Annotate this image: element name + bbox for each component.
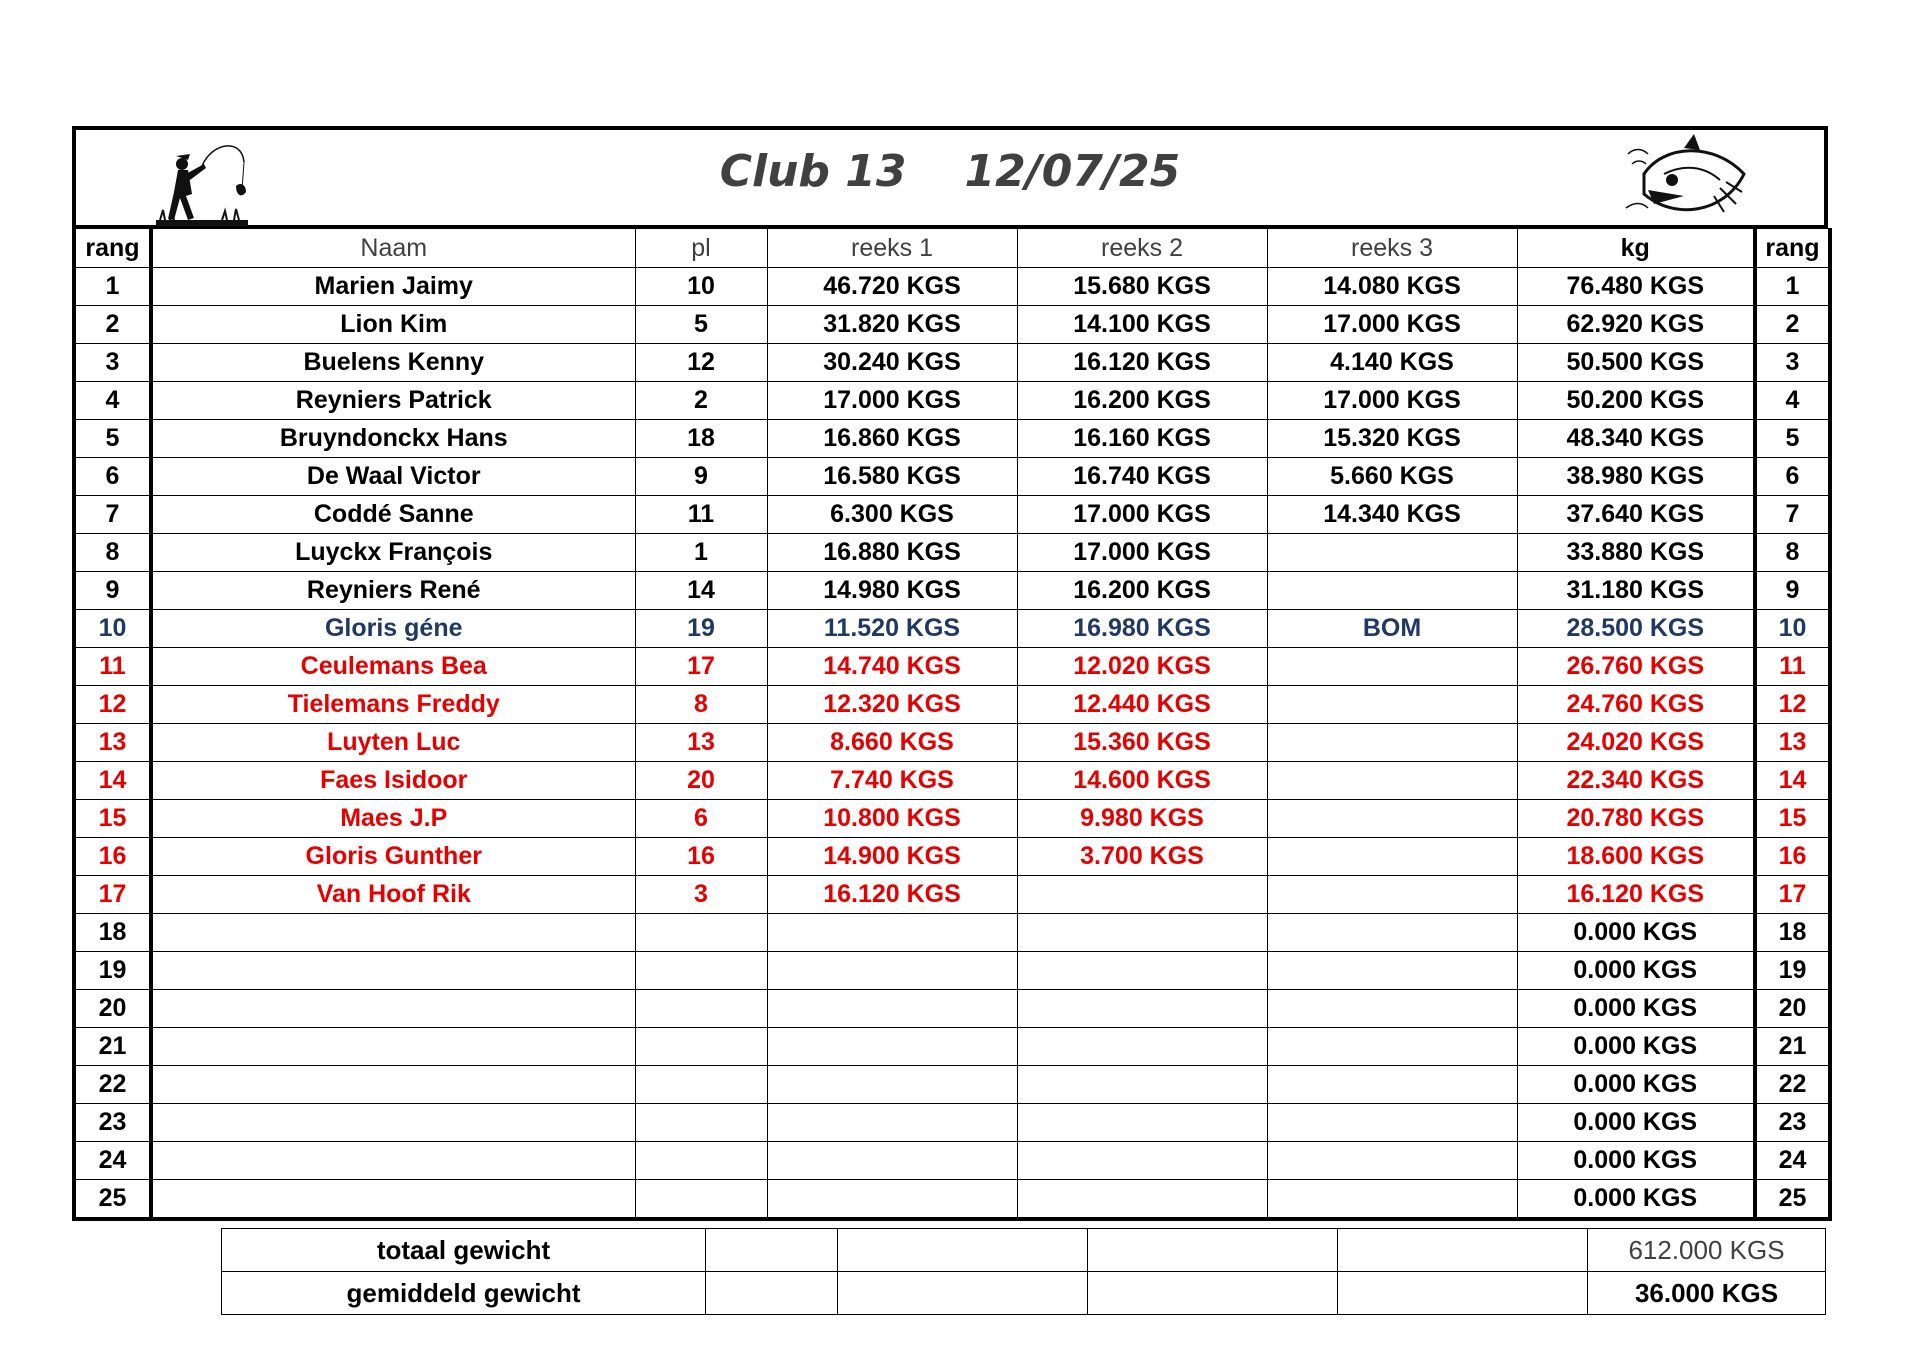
cell-reeks1: 14.980 KGS bbox=[767, 572, 1017, 610]
table-row bbox=[74, 1180, 1830, 1220]
cell-pl: 16 bbox=[635, 838, 767, 876]
cell-reeks1: 14.740 KGS bbox=[767, 648, 1017, 686]
cell-kg: 0.000 KGS bbox=[1517, 1180, 1755, 1220]
cell-rang-left: 18 bbox=[74, 914, 151, 952]
cell-reeks1: 46.720 KGS bbox=[767, 268, 1017, 306]
cell-reeks2 bbox=[1017, 1180, 1267, 1220]
cell-rang-right: 20 bbox=[1755, 990, 1830, 1028]
cell-reeks3 bbox=[1267, 572, 1517, 610]
cell-pl: 3 bbox=[635, 876, 767, 914]
header-rang-right: rang bbox=[1755, 229, 1830, 268]
cell-reeks1 bbox=[767, 914, 1017, 952]
cell-naam bbox=[151, 1028, 635, 1066]
cell-rang-right: 24 bbox=[1755, 1142, 1830, 1180]
cell-kg: 28.500 KGS bbox=[1517, 610, 1755, 648]
cell-rang-left: 1 bbox=[74, 268, 151, 306]
cell-kg: 22.340 KGS bbox=[1517, 762, 1755, 800]
cell-reeks1 bbox=[767, 1028, 1017, 1066]
cell-reeks3 bbox=[1267, 534, 1517, 572]
cell-reeks2: 16.200 KGS bbox=[1017, 572, 1267, 610]
cell-naam bbox=[151, 952, 635, 990]
cell-kg: 24.760 KGS bbox=[1517, 686, 1755, 724]
cell-reeks1: 6.300 KGS bbox=[767, 496, 1017, 534]
cell-naam: Luyckx François bbox=[151, 534, 635, 572]
cell-pl bbox=[635, 1180, 767, 1220]
table-row bbox=[74, 420, 1830, 458]
cell-reeks1: 8.660 KGS bbox=[767, 724, 1017, 762]
cell-reeks3: 4.140 KGS bbox=[1267, 344, 1517, 382]
cell-pl: 18 bbox=[635, 420, 767, 458]
cell-rang-left: 23 bbox=[74, 1104, 151, 1142]
cell-reeks2: 16.980 KGS bbox=[1017, 610, 1267, 648]
cell-pl: 12 bbox=[635, 344, 767, 382]
cell-reeks2: 16.200 KGS bbox=[1017, 382, 1267, 420]
table-row bbox=[74, 990, 1830, 1028]
cell-kg: 31.180 KGS bbox=[1517, 572, 1755, 610]
cell-rang-left: 15 bbox=[74, 800, 151, 838]
cell-reeks2: 15.680 KGS bbox=[1017, 268, 1267, 306]
cell-naam: Reyniers Patrick bbox=[151, 382, 635, 420]
summary-table bbox=[221, 1228, 1826, 1315]
cell-reeks1: 16.860 KGS bbox=[767, 420, 1017, 458]
total-row bbox=[222, 1229, 1826, 1272]
cell-rang-right: 10 bbox=[1755, 610, 1830, 648]
cell-reeks1: 11.520 KGS bbox=[767, 610, 1017, 648]
cell-pl bbox=[635, 1104, 767, 1142]
results-table bbox=[72, 228, 1832, 1221]
cell-rang-left: 17 bbox=[74, 876, 151, 914]
cell-kg: 0.000 KGS bbox=[1517, 914, 1755, 952]
cell-rang-right: 2 bbox=[1755, 306, 1830, 344]
cell-pl bbox=[635, 1066, 767, 1104]
table-row bbox=[74, 1142, 1830, 1180]
cell-kg: 0.000 KGS bbox=[1517, 1028, 1755, 1066]
cell-kg: 50.500 KGS bbox=[1517, 344, 1755, 382]
cell-reeks3 bbox=[1267, 1104, 1517, 1142]
table-row bbox=[74, 1104, 1830, 1142]
results-sheet bbox=[72, 126, 1828, 1308]
header-pl: pl bbox=[635, 229, 767, 268]
cell-rang-left: 6 bbox=[74, 458, 151, 496]
cell-rang-left: 11 bbox=[74, 648, 151, 686]
cell-reeks3 bbox=[1267, 648, 1517, 686]
cell-reeks1: 16.120 KGS bbox=[767, 876, 1017, 914]
cell-rang-right: 4 bbox=[1755, 382, 1830, 420]
average-row bbox=[222, 1272, 1826, 1315]
page-title bbox=[76, 146, 1824, 197]
cell-reeks1: 16.880 KGS bbox=[767, 534, 1017, 572]
cell-rang-right: 13 bbox=[1755, 724, 1830, 762]
table-row bbox=[74, 724, 1830, 762]
cell-reeks1: 31.820 KGS bbox=[767, 306, 1017, 344]
header-reeks2: reeks 2 bbox=[1017, 229, 1267, 268]
cell-reeks3 bbox=[1267, 1066, 1517, 1104]
cell-kg: 0.000 KGS bbox=[1517, 990, 1755, 1028]
cell-reeks3: BOM bbox=[1267, 610, 1517, 648]
cell-rang-left: 10 bbox=[74, 610, 151, 648]
cell-pl: 13 bbox=[635, 724, 767, 762]
cell-reeks1: 14.900 KGS bbox=[767, 838, 1017, 876]
cell-rang-left: 24 bbox=[74, 1142, 151, 1180]
cell-reeks2: 12.440 KGS bbox=[1017, 686, 1267, 724]
cell-rang-right: 25 bbox=[1755, 1180, 1830, 1220]
table-row bbox=[74, 1028, 1830, 1066]
cell-rang-left: 16 bbox=[74, 838, 151, 876]
cell-naam: Van Hoof Rik bbox=[151, 876, 635, 914]
cell-pl: 20 bbox=[635, 762, 767, 800]
cell-rang-right: 17 bbox=[1755, 876, 1830, 914]
cell-reeks2 bbox=[1017, 1142, 1267, 1180]
cell-reeks2: 16.740 KGS bbox=[1017, 458, 1267, 496]
match-date: 12/07/25 bbox=[964, 146, 1181, 197]
table-row bbox=[74, 572, 1830, 610]
cell-rang-left: 22 bbox=[74, 1066, 151, 1104]
header-kg: kg bbox=[1517, 229, 1755, 268]
cell-rang-right: 15 bbox=[1755, 800, 1830, 838]
cell-naam: Faes Isidoor bbox=[151, 762, 635, 800]
cell-reeks2 bbox=[1017, 1104, 1267, 1142]
table-row bbox=[74, 876, 1830, 914]
cell-rang-left: 20 bbox=[74, 990, 151, 1028]
table-row bbox=[74, 306, 1830, 344]
cell-reeks2 bbox=[1017, 914, 1267, 952]
cell-reeks2 bbox=[1017, 990, 1267, 1028]
cell-pl: 9 bbox=[635, 458, 767, 496]
cell-reeks1 bbox=[767, 990, 1017, 1028]
header-rang-left: rang bbox=[74, 229, 151, 268]
cell-naam bbox=[151, 1066, 635, 1104]
cell-reeks1 bbox=[767, 1180, 1017, 1220]
cell-rang-right: 7 bbox=[1755, 496, 1830, 534]
cell-reeks2: 12.020 KGS bbox=[1017, 648, 1267, 686]
cell-rang-left: 14 bbox=[74, 762, 151, 800]
cell-rang-left: 5 bbox=[74, 420, 151, 458]
cell-rang-right: 3 bbox=[1755, 344, 1830, 382]
cell-reeks2: 9.980 KGS bbox=[1017, 800, 1267, 838]
header-reeks3: reeks 3 bbox=[1267, 229, 1517, 268]
table-row bbox=[74, 610, 1830, 648]
table-row bbox=[74, 344, 1830, 382]
cell-rang-left: 12 bbox=[74, 686, 151, 724]
cell-rang-right: 14 bbox=[1755, 762, 1830, 800]
cell-rang-right: 6 bbox=[1755, 458, 1830, 496]
cell-reeks3: 15.320 KGS bbox=[1267, 420, 1517, 458]
cell-kg: 33.880 KGS bbox=[1517, 534, 1755, 572]
table-row bbox=[74, 458, 1830, 496]
cell-reeks2 bbox=[1017, 1066, 1267, 1104]
average-label: gemiddeld gewicht bbox=[222, 1272, 706, 1315]
cell-reeks1 bbox=[767, 1104, 1017, 1142]
cell-pl bbox=[635, 914, 767, 952]
cell-reeks2: 16.160 KGS bbox=[1017, 420, 1267, 458]
cell-reeks1 bbox=[767, 1066, 1017, 1104]
cell-naam: Gloris Gunther bbox=[151, 838, 635, 876]
cell-naam: De Waal Victor bbox=[151, 458, 635, 496]
cell-rang-right: 23 bbox=[1755, 1104, 1830, 1142]
cell-reeks3: 14.340 KGS bbox=[1267, 496, 1517, 534]
cell-reeks3 bbox=[1267, 724, 1517, 762]
cell-reeks3 bbox=[1267, 914, 1517, 952]
cell-rang-right: 12 bbox=[1755, 686, 1830, 724]
table-row bbox=[74, 686, 1830, 724]
cell-reeks3 bbox=[1267, 800, 1517, 838]
table-row bbox=[74, 648, 1830, 686]
cell-kg: 0.000 KGS bbox=[1517, 952, 1755, 990]
cell-pl: 19 bbox=[635, 610, 767, 648]
cell-reeks2: 16.120 KGS bbox=[1017, 344, 1267, 382]
cell-rang-left: 19 bbox=[74, 952, 151, 990]
cell-reeks3 bbox=[1267, 838, 1517, 876]
cell-rang-right: 11 bbox=[1755, 648, 1830, 686]
cell-rang-right: 8 bbox=[1755, 534, 1830, 572]
cell-reeks2: 17.000 KGS bbox=[1017, 496, 1267, 534]
cell-rang-left: 2 bbox=[74, 306, 151, 344]
cell-reeks3 bbox=[1267, 762, 1517, 800]
cell-reeks2: 15.360 KGS bbox=[1017, 724, 1267, 762]
cell-reeks1: 10.800 KGS bbox=[767, 800, 1017, 838]
cell-naam: Luyten Luc bbox=[151, 724, 635, 762]
cell-rang-right: 18 bbox=[1755, 914, 1830, 952]
cell-naam: Marien Jaimy bbox=[151, 268, 635, 306]
cell-reeks3 bbox=[1267, 990, 1517, 1028]
cell-reeks3 bbox=[1267, 1028, 1517, 1066]
cell-reeks1: 16.580 KGS bbox=[767, 458, 1017, 496]
cell-pl: 11 bbox=[635, 496, 767, 534]
cell-naam bbox=[151, 1142, 635, 1180]
cell-kg: 50.200 KGS bbox=[1517, 382, 1755, 420]
cell-kg: 0.000 KGS bbox=[1517, 1104, 1755, 1142]
cell-kg: 26.760 KGS bbox=[1517, 648, 1755, 686]
cell-pl bbox=[635, 952, 767, 990]
cell-pl bbox=[635, 990, 767, 1028]
table-row bbox=[74, 838, 1830, 876]
table-row bbox=[74, 762, 1830, 800]
cell-naam: Maes J.P bbox=[151, 800, 635, 838]
header-naam: Naam bbox=[151, 229, 635, 268]
cell-pl: 6 bbox=[635, 800, 767, 838]
cell-naam: Lion Kim bbox=[151, 306, 635, 344]
cell-rang-right: 5 bbox=[1755, 420, 1830, 458]
cell-reeks1: 30.240 KGS bbox=[767, 344, 1017, 382]
cell-naam: Ceulemans Bea bbox=[151, 648, 635, 686]
cell-rang-left: 9 bbox=[74, 572, 151, 610]
cell-reeks3: 14.080 KGS bbox=[1267, 268, 1517, 306]
cell-kg: 0.000 KGS bbox=[1517, 1142, 1755, 1180]
cell-rang-left: 4 bbox=[74, 382, 151, 420]
cell-reeks3 bbox=[1267, 876, 1517, 914]
cell-pl: 17 bbox=[635, 648, 767, 686]
cell-reeks3: 5.660 KGS bbox=[1267, 458, 1517, 496]
cell-kg: 37.640 KGS bbox=[1517, 496, 1755, 534]
cell-pl: 5 bbox=[635, 306, 767, 344]
cell-rang-right: 19 bbox=[1755, 952, 1830, 990]
table-row bbox=[74, 800, 1830, 838]
cell-rang-left: 7 bbox=[74, 496, 151, 534]
cell-reeks1 bbox=[767, 952, 1017, 990]
cell-reeks2: 17.000 KGS bbox=[1017, 534, 1267, 572]
table-row bbox=[74, 914, 1830, 952]
cell-rang-left: 25 bbox=[74, 1180, 151, 1220]
cell-pl: 1 bbox=[635, 534, 767, 572]
cell-naam: Reyniers René bbox=[151, 572, 635, 610]
cell-reeks2 bbox=[1017, 876, 1267, 914]
cell-kg: 20.780 KGS bbox=[1517, 800, 1755, 838]
table-row bbox=[74, 496, 1830, 534]
cell-reeks3: 17.000 KGS bbox=[1267, 306, 1517, 344]
cell-reeks3 bbox=[1267, 952, 1517, 990]
fish-icon bbox=[1624, 134, 1752, 226]
cell-naam: Bruyndonckx Hans bbox=[151, 420, 635, 458]
cell-pl: 2 bbox=[635, 382, 767, 420]
cell-kg: 62.920 KGS bbox=[1517, 306, 1755, 344]
cell-pl: 8 bbox=[635, 686, 767, 724]
cell-reeks1: 12.320 KGS bbox=[767, 686, 1017, 724]
total-label: totaal gewicht bbox=[222, 1229, 706, 1272]
cell-kg: 38.980 KGS bbox=[1517, 458, 1755, 496]
cell-reeks1: 17.000 KGS bbox=[767, 382, 1017, 420]
cell-pl: 10 bbox=[635, 268, 767, 306]
table-row bbox=[74, 1066, 1830, 1104]
cell-pl bbox=[635, 1028, 767, 1066]
cell-naam bbox=[151, 1180, 635, 1220]
cell-naam: Coddé Sanne bbox=[151, 496, 635, 534]
cell-reeks1: 7.740 KGS bbox=[767, 762, 1017, 800]
table-row bbox=[74, 382, 1830, 420]
cell-reeks3 bbox=[1267, 1142, 1517, 1180]
cell-reeks3 bbox=[1267, 686, 1517, 724]
cell-reeks1 bbox=[767, 1142, 1017, 1180]
cell-kg: 0.000 KGS bbox=[1517, 1066, 1755, 1104]
cell-rang-right: 21 bbox=[1755, 1028, 1830, 1066]
cell-naam: Tielemans Freddy bbox=[151, 686, 635, 724]
cell-rang-left: 13 bbox=[74, 724, 151, 762]
cell-naam bbox=[151, 914, 635, 952]
average-value: 36.000 KGS bbox=[1588, 1272, 1826, 1315]
club-name: Club 13 bbox=[719, 146, 907, 197]
cell-reeks2 bbox=[1017, 1028, 1267, 1066]
cell-kg: 76.480 KGS bbox=[1517, 268, 1755, 306]
title-bar bbox=[72, 126, 1828, 228]
table-row bbox=[74, 268, 1830, 306]
cell-rang-right: 22 bbox=[1755, 1066, 1830, 1104]
cell-rang-right: 9 bbox=[1755, 572, 1830, 610]
total-value: 612.000 KGS bbox=[1588, 1229, 1826, 1272]
cell-rang-left: 8 bbox=[74, 534, 151, 572]
cell-pl: 14 bbox=[635, 572, 767, 610]
cell-rang-right: 16 bbox=[1755, 838, 1830, 876]
cell-reeks2: 14.600 KGS bbox=[1017, 762, 1267, 800]
cell-kg: 18.600 KGS bbox=[1517, 838, 1755, 876]
header-reeks1: reeks 1 bbox=[767, 229, 1017, 268]
cell-reeks2: 14.100 KGS bbox=[1017, 306, 1267, 344]
table-row bbox=[74, 952, 1830, 990]
cell-naam bbox=[151, 990, 635, 1028]
cell-kg: 48.340 KGS bbox=[1517, 420, 1755, 458]
cell-reeks3: 17.000 KGS bbox=[1267, 382, 1517, 420]
cell-reeks2: 3.700 KGS bbox=[1017, 838, 1267, 876]
cell-reeks3 bbox=[1267, 1180, 1517, 1220]
cell-rang-left: 3 bbox=[74, 344, 151, 382]
cell-naam bbox=[151, 1104, 635, 1142]
cell-naam: Gloris géne bbox=[151, 610, 635, 648]
cell-pl bbox=[635, 1142, 767, 1180]
cell-kg: 24.020 KGS bbox=[1517, 724, 1755, 762]
cell-reeks2 bbox=[1017, 952, 1267, 990]
cell-rang-left: 21 bbox=[74, 1028, 151, 1066]
cell-naam: Buelens Kenny bbox=[151, 344, 635, 382]
cell-kg: 16.120 KGS bbox=[1517, 876, 1755, 914]
header-row bbox=[74, 229, 1830, 268]
cell-rang-right: 1 bbox=[1755, 268, 1830, 306]
table-row bbox=[74, 534, 1830, 572]
